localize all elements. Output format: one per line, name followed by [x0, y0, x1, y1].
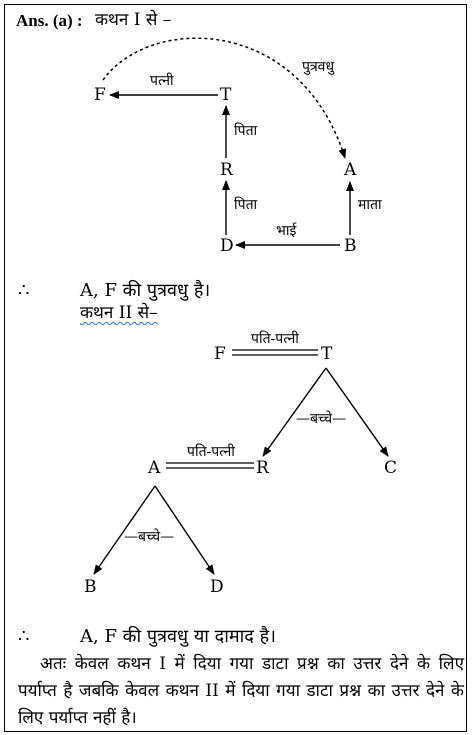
final-paragraph: अतः केवल कथन I में दिया गया डाटा प्रश्न का उत्तर देने के लिए पर्याप्त है जबकि केवल कथन II में दिया गया डाटा प्रश्न का उत्तर देने के लिए पर्याप्त नहीं है।	[18, 654, 464, 728]
node-D: D	[220, 236, 234, 256]
node2-R: R	[256, 458, 269, 478]
statement2-heading: कथन II से–	[80, 303, 158, 323]
conclusion-1-text: A, F की पुत्रवधु है।	[80, 280, 211, 301]
couple1-label: पति-पत्नी	[251, 331, 299, 347]
label-father-2: पिता	[234, 197, 258, 213]
node2-B: B	[84, 577, 97, 597]
label-father-1: पिता	[234, 123, 258, 139]
therefore-symbol-2: ∴	[18, 626, 30, 647]
label-wife: पत्नी	[150, 73, 174, 89]
node-T: T	[220, 85, 232, 105]
answer-label: Ans. (a) :	[16, 11, 83, 30]
node2-D: D	[210, 577, 224, 597]
node-A: A	[344, 160, 357, 180]
node2-A: A	[148, 458, 161, 478]
label-mother: माता	[358, 197, 382, 213]
therefore-symbol-1: ∴	[18, 280, 30, 301]
conclusion-2-text: A, F की पुत्रवधु या दामाद है।	[80, 626, 276, 647]
node2-F: F	[214, 344, 226, 364]
children1-label: —बच्चे—	[296, 411, 347, 427]
node-F: F	[94, 85, 106, 105]
node-B: B	[344, 236, 357, 256]
node2-C: C	[384, 458, 398, 478]
label-brother: भाई	[276, 223, 297, 239]
couple2-label: पति-पत्नी	[187, 444, 235, 460]
node2-T: T	[321, 344, 333, 364]
label-daughter-in-law: पुत्रवधु	[302, 59, 335, 75]
children2-label: —बच्चे—	[124, 529, 175, 545]
statement1-heading: कथन I से –	[95, 10, 172, 30]
node-R: R	[220, 160, 233, 180]
